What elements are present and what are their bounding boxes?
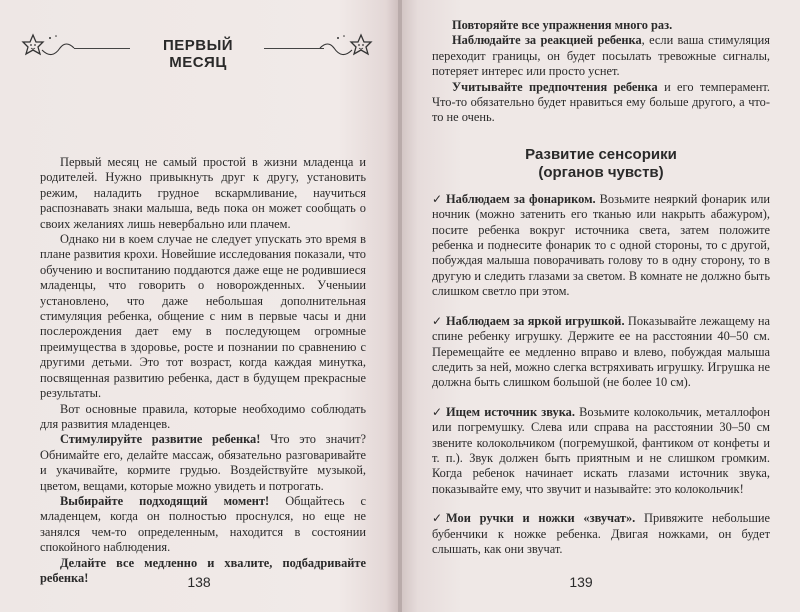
right-page (402, 0, 800, 612)
check-mark-icon: ✓ (432, 511, 443, 526)
page-number: 138 (187, 574, 211, 590)
exercise-item: ✓ Ищем источник звука. Возьмите колокольчик, металлофон или погремушку. Слева или справа на расстоянии 30–50 см звените колокольчиком (погремушкой, фантиком от конфеты и т. п.). Звук должен быть приятным и не слишком громким. Когда ребенок начинает искать глазами источник звука, показывайте ему, что звучит и называйте: это колокольчик! (432, 404, 770, 496)
paragraph: Выбирайте подходящий момент! Общайтесь с младенцем, когда он полностью проснулся, но еще не занялся чем-то определенным, находится в состоянии спокойного наблюдения. (40, 493, 367, 555)
paragraph: Делайте все медленно и хвалите, подбадривайте ребенка! (40, 555, 366, 585)
star-swirl-ornament-icon (20, 32, 76, 67)
page-number: 139 (569, 574, 593, 590)
paragraph: Вот основные правила, которые необходимо соблюдать для развития младенцев. (40, 401, 366, 431)
section-heading-line: (органов чувств) (538, 163, 664, 181)
left-body-text (40, 155, 366, 586)
chapter-header (20, 22, 370, 72)
exercise-item: ✓ Наблюдаем за фонариком. Возьмите неяркий фонарик или ночник (можно затенить его тканью или накрыть абажуром), посите ребенка вокруг источника света, затем положите ребенка и поднесите фонарик то с одной стороны, то с другой, побуждая малыша поворачивать голову то в одну сторону, то в другую и следить глазами за светом. В комнате не должно быть слишком светло при этом. (432, 191, 771, 299)
header-rule-left (74, 48, 130, 49)
check-mark-icon: ✓ (432, 191, 443, 206)
star-swirl-ornament-icon (318, 32, 374, 67)
paragraph: Однако ни в коем случае не следует упускать это время в плане развития крохи. Новейшие исследования показали, что обучению и воспитанию поддаются даже еще не родившиеся младенцы, что говорить о новорожденных. Ученыии установлено, что даже небольшая дополнительная стимуляция ребенка, общение с ним в первые часы и дни послерождения дает ему в последующем огромные преимущества в здоровье, росте и познании по сравнению с другими детьми. Это тот возраст, когда каждая минутка, посвященная развитию ребенка, даст в будущем прекрасные результаты. (40, 232, 366, 401)
paragraph: Повторяйте все упражнения много раз. (452, 18, 673, 32)
check-mark-icon: ✓ (432, 404, 443, 419)
paragraph: Учитывайте предпочтения ребенка и его темперамент. Что-то обязательно будет нравиться ему больше другого, а что-то не очень. (432, 79, 771, 125)
section-heading (432, 146, 770, 182)
right-body-text (432, 18, 770, 557)
paragraph: Стимулируйте развитие ребенка! Что это значит? Обнимайте его, делайте массаж, обязательно разговаривайте и укачивайте, кормите грудью. Воздействуйте музыкой, цветом, вещами, которые можно увидеть и потрогать. (40, 432, 366, 493)
check-mark-icon: ✓ (432, 313, 443, 328)
exercise-item: ✓ Мои ручки и ножки «звучат». Привяжите небольшие бубенчики к ножке ребенка. Двигая ножками, он будет слышать, как они звучат. (432, 511, 770, 556)
left-page (0, 0, 398, 612)
header-rule-right (264, 48, 324, 49)
paragraph: Первый месяц не самый простой в жизни младенца и родителей. Нужно привыкнуть друг к другу, установить режим, наладить грудное вскармливание, научиться распознавать знаки малыша, ведь пока он может сообщать о своих желаниях лишь невербально или плачем. (40, 155, 366, 231)
exercise-item: ✓ Наблюдаем за яркой игрушкой. Показывайте лежащему на спине ребенку игрушку. Держите ее на расстоянии 40–50 см. Перемещайте ее медленно вправо и влево, побуждая малыша следить за ней, можно слегка встряхивать игрушку. Игрушка не должна быть слишком большой (не более 10 см). (432, 313, 770, 390)
paragraph: Наблюдайте за реакцией ребенка, если ваша стимуляция переходит границы, он будет посылать тревожные сигналы, потеряет интерес или просто уснет. (432, 33, 770, 79)
section-heading-line: Развитие сенсорики (525, 145, 677, 163)
chapter-title: ПЕРВЫЙ МЕСЯЦ (162, 37, 234, 71)
